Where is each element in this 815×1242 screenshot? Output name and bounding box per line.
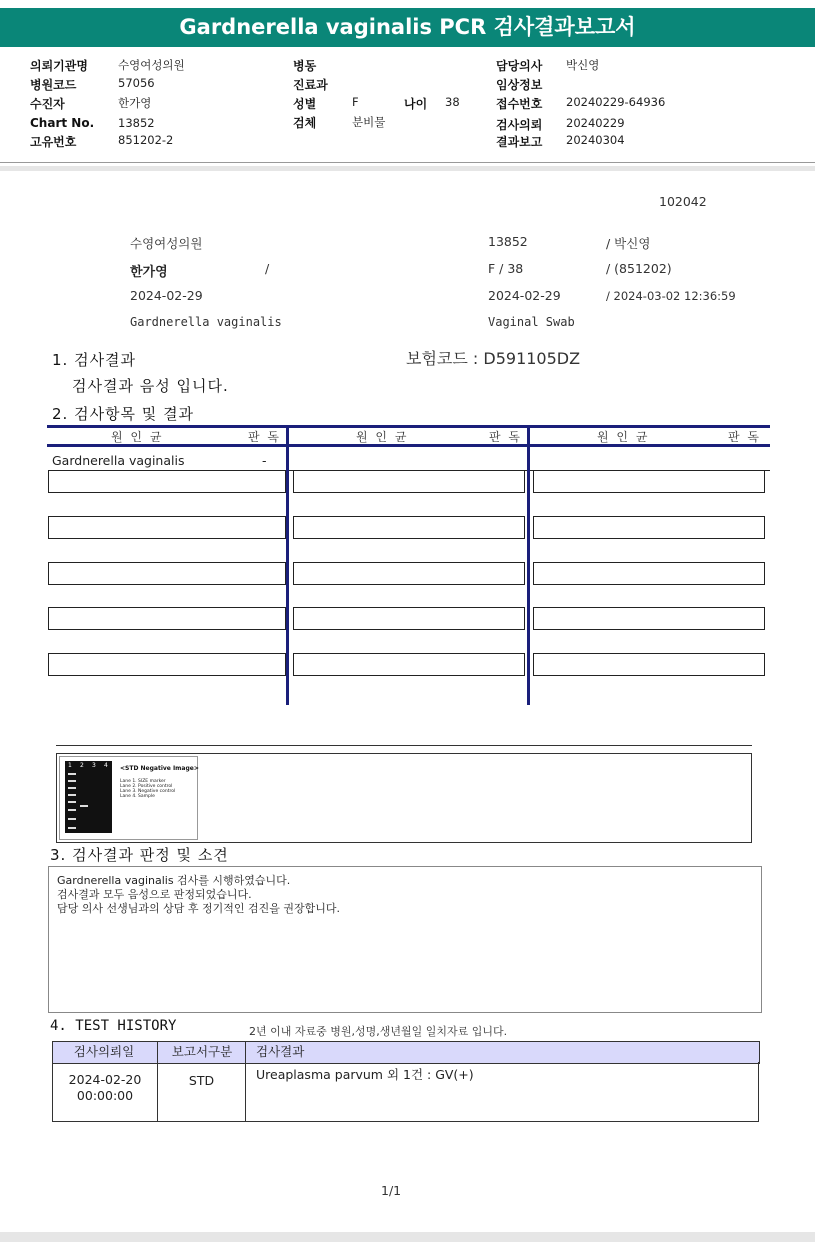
label-receipt-no: 접수번호 (496, 97, 543, 111)
result-row-value: - (262, 453, 267, 468)
label-hospital: 의뢰기관명 (30, 59, 88, 73)
gel-caption-lines (120, 779, 175, 799)
value-request-date: 20240229 (566, 116, 625, 130)
result-box (293, 653, 525, 676)
info-birth: / (851202) (606, 261, 672, 276)
value-receipt-no: 20240229-64936 (566, 95, 666, 109)
result-box (293, 470, 525, 493)
page-number: 1/1 (381, 1183, 402, 1198)
footer-gray-bar (0, 1232, 815, 1242)
gel-caption-line: Lane 4. Sample (120, 794, 155, 799)
gel-caption-title: <STD Negative Image> (120, 765, 199, 772)
label-ward: 병동 (293, 59, 317, 73)
history-right-edge (758, 1062, 759, 1122)
history-row-type: STD (188, 1073, 215, 1088)
label-specimen: 검체 (293, 116, 317, 130)
value-chart-no: 13852 (118, 116, 155, 130)
result-box (293, 607, 525, 630)
header-gray-bar (0, 166, 815, 171)
result-box (48, 516, 286, 539)
opinion-line: 담당 의사 선생님과의 상담 후 정기적인 검진을 권장합니다. (57, 902, 340, 915)
col-pathogen-3: 원 인 균 (597, 430, 650, 444)
history-col-result: 검사결과 (256, 1044, 305, 1059)
gel-lanes (65, 761, 112, 833)
opinion-text (57, 874, 340, 916)
label-age: 나이 (404, 97, 428, 111)
label-department: 진료과 (293, 78, 328, 92)
history-divider-2 (245, 1041, 246, 1122)
gel-caption-line: Lane 3. Negative control (120, 789, 176, 794)
col-pathogen-1: 원 인 균 (111, 430, 164, 444)
value-doctor: 박신영 (566, 58, 600, 72)
value-sex: F (352, 95, 359, 109)
section2-title: 2. 검사항목 및 결과 (52, 405, 195, 423)
value-hospital: 수영여성의원 (118, 58, 185, 72)
section1-result: 검사결과 음성 입니다. (72, 377, 229, 395)
history-row-result: Ureaplasma parvum 외 1건 : GV(+) (256, 1067, 474, 1082)
history-bottom-edge (52, 1121, 759, 1122)
section3-title: 3. 검사결과 판정 및 소견 (50, 846, 229, 864)
value-specimen: 분비물 (352, 115, 386, 129)
info-patient: 한가영 (130, 265, 168, 280)
header-divider (0, 162, 815, 163)
history-col-date: 검사의뢰일 (73, 1044, 135, 1059)
report-number: 102042 (659, 194, 707, 209)
history-col-type: 보고서구분 (171, 1044, 233, 1059)
result-box (48, 607, 286, 630)
section1-title: 1. 검사결과 (52, 351, 137, 369)
result-row-name: Gardnerella vaginalis (52, 453, 185, 468)
col-pathogen-2: 원 인 균 (356, 430, 409, 444)
result-box (48, 653, 286, 676)
label-patient: 수진자 (30, 97, 65, 111)
gel-caption-line: Lane 2. Positive control (120, 784, 173, 789)
label-report-date: 결과보고 (496, 135, 543, 149)
lane-label-2: 2 (80, 762, 84, 769)
info-receive-date: 2024-02-29 (488, 288, 561, 303)
section4-title: 4. TEST HISTORY (50, 1018, 177, 1034)
history-header-row (52, 1041, 760, 1064)
info-chart: 13852 (488, 234, 528, 249)
value-age: 38 (445, 95, 460, 109)
result-box (48, 562, 286, 585)
value-patient: 한가영 (118, 96, 152, 110)
opinion-line: 검사결과 모두 음성으로 판정되었습니다. (57, 888, 252, 901)
result-box (533, 516, 765, 539)
info-test-name: Gardnerella vaginalis (130, 315, 282, 329)
label-hospital-code: 병원코드 (30, 78, 77, 92)
history-note: 2년 이내 자료중 병원,성명,생년월일 일치자료 입니다. (249, 1025, 508, 1038)
result-box (533, 470, 765, 493)
value-hospital-code: 57056 (118, 76, 155, 90)
lane-label-1: 1 (68, 762, 72, 769)
info-specimen: Vaginal Swab (488, 315, 575, 329)
info-report-datetime: / 2024-03-02 12:36:59 (606, 289, 736, 303)
insurance-code: 보험코드 : D591105DZ (406, 349, 581, 368)
label-unique-no: 고유번호 (30, 135, 77, 149)
label-sex: 성별 (293, 97, 317, 111)
value-unique-no: 851202-2 (118, 133, 174, 147)
result-box (293, 562, 525, 585)
result-box (533, 562, 765, 585)
col-judge-3: 판 독 (728, 430, 761, 444)
info-request-date: 2024-02-29 (130, 288, 203, 303)
value-report-date: 20240304 (566, 133, 625, 147)
gel-top-rule (56, 745, 752, 746)
result-box (533, 653, 765, 676)
report-title: Gardnerella vaginalis PCR 검사결과보고서 (179, 15, 636, 39)
col-judge-2: 판 독 (489, 430, 522, 444)
label-clinical-info: 임상정보 (496, 78, 543, 92)
lane-label-3: 3 (92, 762, 96, 769)
info-sex-age: F / 38 (488, 261, 524, 276)
opinion-line: Gardnerella vaginalis 검사를 시행하였습니다. (57, 874, 291, 887)
label-request-date: 검사의뢰 (496, 118, 543, 132)
label-doctor: 담당의사 (496, 59, 543, 73)
result-box (533, 607, 765, 630)
history-row-date: 2024-02-20 (68, 1072, 142, 1087)
lane-label-4: 4 (104, 762, 108, 769)
result-box (293, 516, 525, 539)
col-judge-1: 판 독 (248, 430, 281, 444)
history-row-time: 00:00:00 (76, 1088, 134, 1103)
gel-caption-line: Lane 1. SIZE marker (120, 779, 166, 784)
result-box (48, 470, 286, 493)
info-hospital: 수영여성의원 (130, 236, 203, 251)
info-patient-slash: / (265, 261, 270, 276)
label-chart-no: Chart No. (30, 116, 95, 130)
info-doctor: / 박신영 (606, 236, 651, 251)
